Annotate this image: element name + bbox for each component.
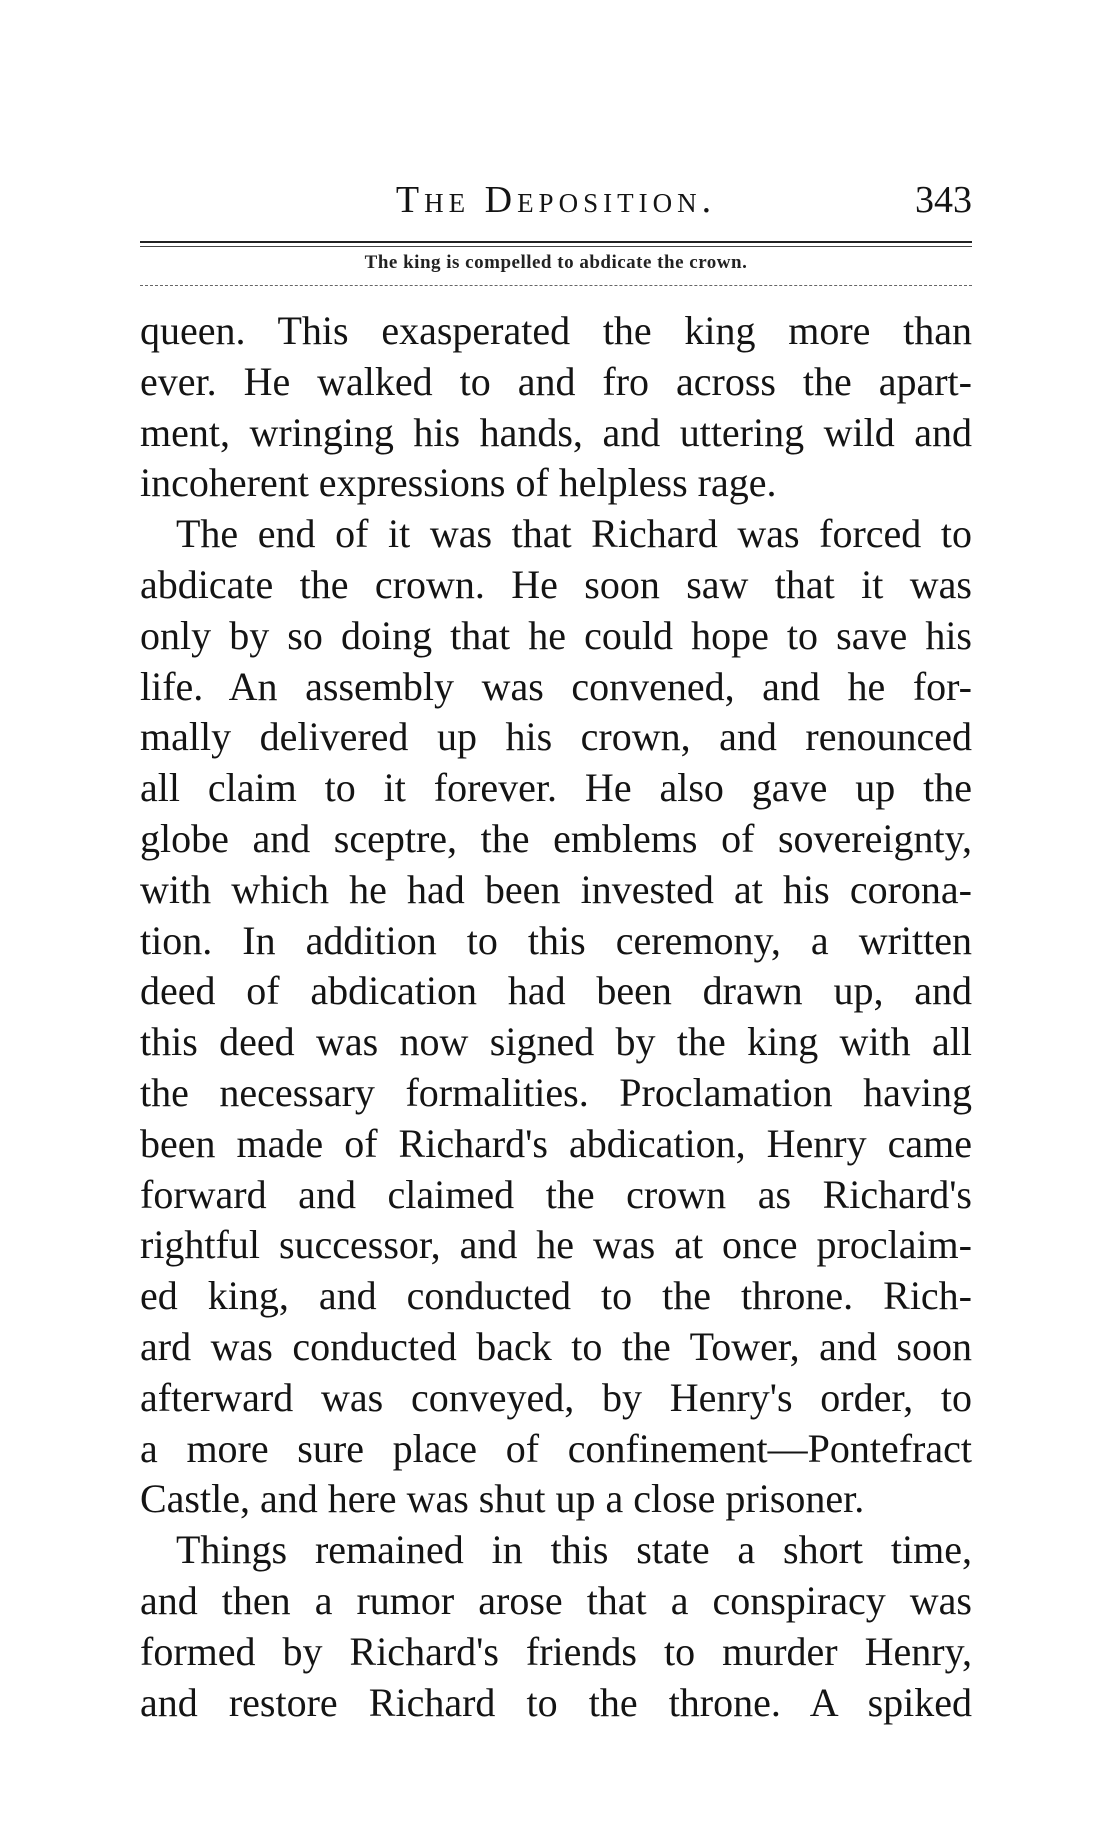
header-rule: [140, 241, 972, 243]
text-line: all claim to it forever. He also gave up the: [140, 765, 972, 811]
text-line: rightful successor, and he was at once proclaim-: [140, 1222, 972, 1268]
text-line: The end of it was that Richard was forced to: [176, 511, 972, 557]
text-line: been made of Richard's abdication, Henry came: [140, 1120, 972, 1166]
text-line: formed by Richard's friends to murder Henry,: [140, 1628, 972, 1674]
text-line: Things remained in this state a short time,: [176, 1527, 972, 1573]
page-number: 343: [915, 179, 972, 221]
text-line: queen. This exasperated the king more than: [140, 308, 972, 353]
text-line: this deed was now signed by the king with all: [140, 1019, 972, 1065]
text-line: mally delivered up his crown, and renounced: [140, 714, 972, 760]
running-title: The Deposition.: [395, 179, 717, 221]
header-rule-thin: [140, 246, 972, 247]
text-line: and restore Richard to the throne. A spiked: [140, 1679, 972, 1725]
text-line: and then a rumor arose that a conspiracy was: [140, 1577, 972, 1623]
text-line: only by so doing that he could hope to save his: [140, 612, 972, 658]
text-line: a more sure place of confinement—Pontefract: [140, 1425, 972, 1471]
text-line: Castle, and here was shut up a close prisoner.: [140, 1476, 865, 1522]
text-line: deed of abdication had been drawn up, and: [140, 968, 972, 1014]
text-line: abdicate the crown. He soon saw that it was: [140, 561, 972, 607]
text-line: ard was conducted back to the Tower, and soon: [140, 1323, 972, 1369]
text-line: ed king, and conducted to the throne. Rich-: [140, 1273, 972, 1319]
text-line: life. An assembly was convened, and he for-: [140, 663, 972, 709]
text-line: incoherent expressions of helpless rage.: [140, 460, 777, 506]
text-line: ever. He walked to and fro across the apart-: [140, 358, 972, 404]
text-line: tion. In addition to this ceremony, a written: [140, 917, 972, 963]
page-summary: The king is compelled to abdicate the crown.: [364, 252, 748, 273]
text-line: with which he had been invested at his corona-: [140, 866, 972, 912]
text-line: ment, wringing his hands, and uttering wild and: [140, 409, 972, 455]
text-line: globe and sceptre, the emblems of sovereignty,: [140, 815, 972, 861]
summary-rule: [140, 285, 972, 286]
page-header: [140, 178, 972, 228]
body-text: [140, 306, 972, 1728]
text-line: afterward was conveyed, by Henry's order, to: [140, 1374, 972, 1420]
text-line: the necessary formalities. Proclamation having: [140, 1069, 972, 1115]
text-line: forward and claimed the crown as Richard's: [140, 1171, 972, 1217]
